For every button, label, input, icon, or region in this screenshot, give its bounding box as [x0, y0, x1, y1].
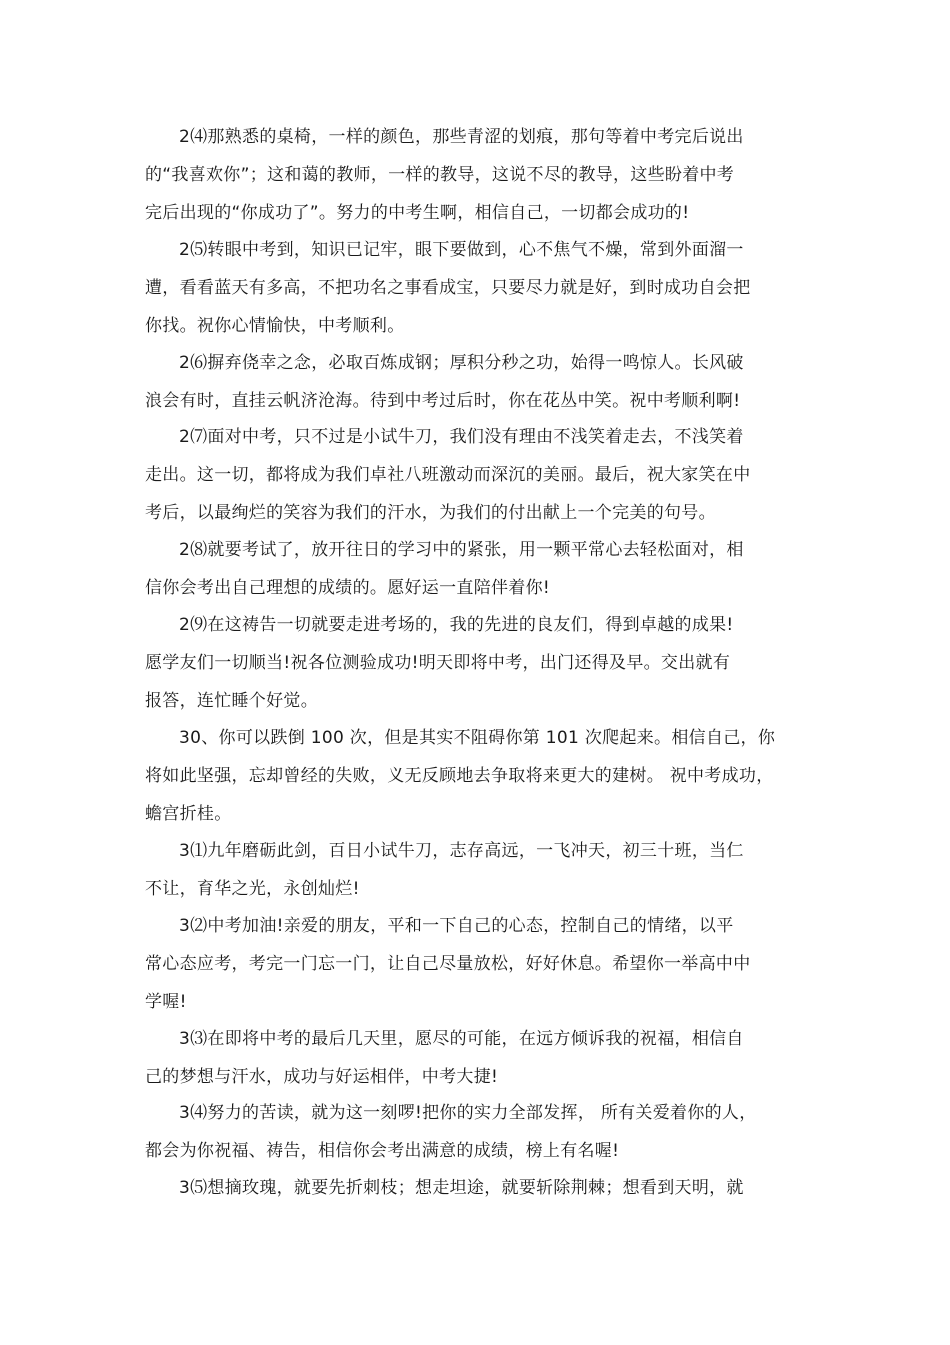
text-line: 完后出现的“你成功了”。努力的中考生啊，相信自己，一切都会成功的! — [145, 203, 690, 223]
text-line: 常心态应考，考完一门忘一门，让自己尽量放松，好好休息。希望你一举高中中 — [145, 954, 751, 974]
text-line: 不让，育华之光，永创灿烂! — [145, 879, 360, 899]
text-line: 愿学友们一切顺当!祝各位测验成功!明天即将中考，出门还得及早。交出就有 — [145, 653, 731, 673]
text-line: 2⑸转眼中考到，知识已记牢，眼下要做到，心不焦气不燥，常到外面溜一 — [179, 240, 744, 260]
text-line: 2⑷那熟悉的桌椅，一样的颜色，那些青涩的划痕，那句等着中考完后说出 — [179, 127, 744, 147]
text-line: 的“我喜欢你”；这和蔼的教师，一样的教导，这说不尽的教导，这些盼着中考 — [145, 165, 735, 185]
text-line: 报答，连忙睡个好觉。 — [145, 691, 318, 711]
text-line: 3⑶在即将中考的最后几天里，愿尽的可能，在远方倾诉我的祝福，相信自 — [179, 1029, 744, 1049]
text-line: 2⑺面对中考，只不过是小试牛刀，我们没有理由不浅笑着走去，不浅笑着 — [179, 427, 744, 447]
text-line: 你找。祝你心情愉快，中考顺利。 — [145, 316, 405, 336]
text-line: 2⑼在这祷告一切就要走进考场的，我的先进的良友们，得到卓越的成果! — [179, 615, 734, 635]
text-line: 30、你可以跌倒 100 次，但是其实不阻碍你第 101 次爬起来。相信自己，你 — [179, 728, 776, 748]
text-line: 2⑹摒弃侥幸之念，必取百炼成钢；厚积分秒之功，始得一鸣惊人。长风破 — [179, 353, 744, 373]
text-line: 蟾宫折桂。 — [145, 804, 232, 824]
text-line: 2⑻就要考试了，放开往日的学习中的紧张，用一颗平常心去轻松面对，相 — [179, 540, 744, 560]
text-line: 3⑷努力的苦读，就为这一刻啰!把你的实力全部发挥， 所有关爱着你的人， — [179, 1103, 757, 1123]
text-line: 己的梦想与汗水，成功与好运相伴，中考大捷! — [145, 1067, 499, 1087]
text-line: 考后，以最绚烂的笑容为我们的汗水，为我们的付出献上一个完美的句号。 — [145, 503, 716, 523]
text-line: 遭，看看蓝天有多高，不把功名之事看成宝，只要尽力就是好，到时成功自会把 — [145, 278, 751, 298]
text-line: 学喔! — [145, 992, 187, 1012]
text-line: 浪会有时，直挂云帆济沧海。待到中考过后时，你在花丛中笑。祝中考顺利啊! — [145, 391, 741, 411]
text-line: 将如此坚强，忘却曾经的失败，义无反顾地去争取将来更大的建树。 祝中考成功， — [145, 766, 774, 786]
text-line: 3⑸想摘玫瑰，就要先折刺枝；想走坦途，就要斩除荆棘；想看到天明，就 — [179, 1178, 744, 1198]
text-line: 都会为你祝福、祷告，相信你会考出满意的成绩，榜上有名喔! — [145, 1141, 620, 1161]
text-line: 3⑵中考加油!亲爱的朋友，平和一下自己的心态，控制自己的情绪，以平 — [179, 916, 734, 936]
text-line: 走出。这一切，都将成为我们卓社八班激动而深沉的美丽。最后，祝大家笑在中 — [145, 465, 751, 485]
text-line: 信你会考出自己理想的成绩的。愿好运一直陪伴着你! — [145, 578, 551, 598]
text-line: 3⑴九年磨砺此剑，百日小试牛刀，志存高远，一飞冲天，初三十班，当仁 — [179, 841, 744, 861]
